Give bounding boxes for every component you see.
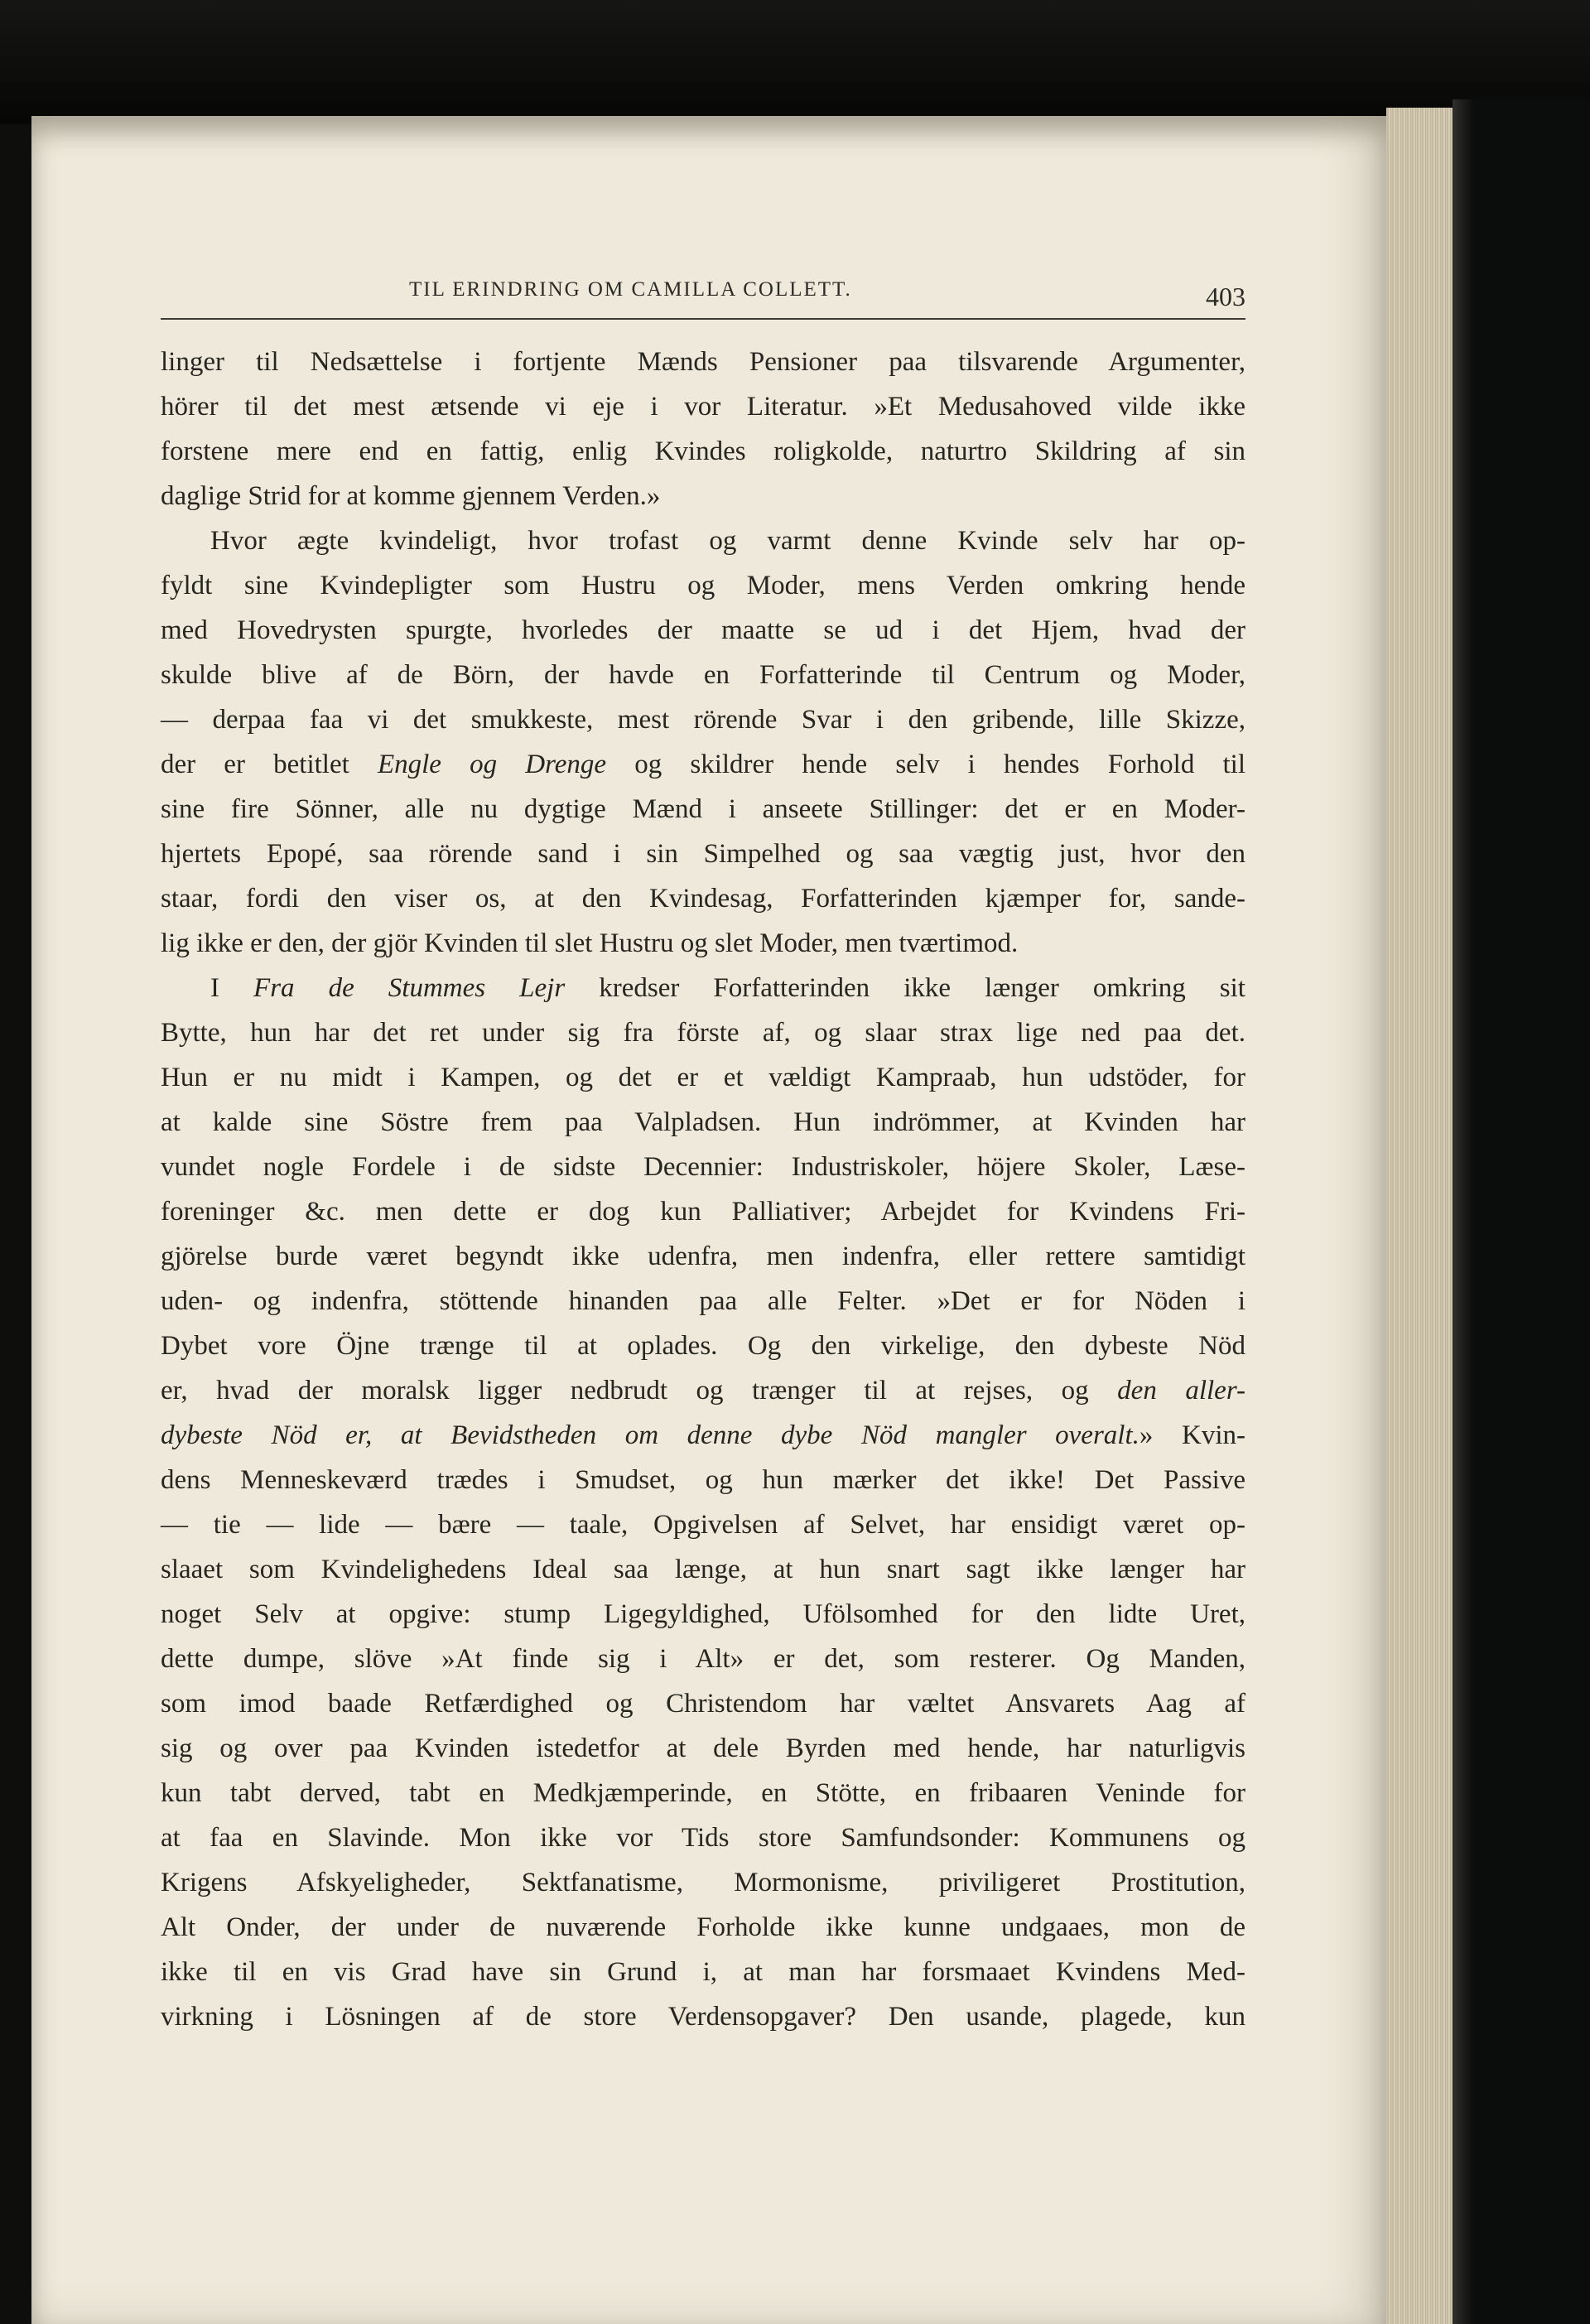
text-line: Krigens Afskyeligheder, Sektfanatisme, Mormonisme, priviligeret Prostitution, — [161, 1868, 1246, 1897]
text-line: staar, fordi den viser os, at den Kvindesag, Forfatterinden kjæmper for, sande- — [161, 884, 1246, 914]
italic-title: den aller- — [1117, 1376, 1246, 1405]
text-line: dybeste Nöd er, at Bevidstheden om denne dybe Nöd mangler overalt.» Kvin- — [161, 1420, 1246, 1450]
text-line: som imod baade Retfærdighed og Christendom har væltet Ansvarets Aag af — [161, 1689, 1246, 1719]
italic-title: Engle og Drenge — [377, 750, 607, 779]
text-line: slaaet som Kvindelighedens Ideal saa længe, at hun snart sagt ikke længer har — [161, 1555, 1246, 1584]
text-line: — tie — lide — bære — taale, Opgivelsen af Selvet, har ensidigt været op- — [161, 1510, 1246, 1540]
italic-title: Fra de Stummes Lejr — [253, 973, 566, 1003]
text-line: dette dumpe, slöve »At finde sig i Alt» er det, som resterer. Og Manden, — [161, 1644, 1246, 1674]
body-text — [161, 340, 1246, 2039]
text-line: Alt Onder, der under de nuværende Forholde ikke kunne undgaaes, mon de — [161, 1912, 1246, 1942]
text-line: Hvor ægte kvindeligt, hvor trofast og varmt denne Kvinde selv har op- — [210, 526, 1246, 556]
text-line: at kalde sine Söstre frem paa Valpladsen. Hun indrömmer, at Kvinden har — [161, 1107, 1246, 1137]
text-line: noget Selv at opgive: stump Ligegyldighed, Ufölsomhed for den lidte Uret, — [161, 1599, 1246, 1629]
text-line: gjörelse burde været begyndt ikke udenfra, men indenfra, eller rettere samtidigt — [161, 1242, 1246, 1271]
text-line: daglige Strid for at komme gjennem Verden.» — [161, 481, 661, 511]
text-line: med Hovedrysten spurgte, hvorledes der maatte se ud i det Hjem, hvad der — [161, 615, 1246, 645]
italic-title: dybeste Nöd er, at Bevidstheden om denne dybe Nöd mangler overalt. — [161, 1420, 1140, 1450]
text-line: linger til Nedsættelse i fortjente Mænds Pensioner paa tilsvarende Argumenter, — [161, 347, 1246, 377]
text-line: foreninger &c. men dette er dog kun Palliativer; Arbejdet for Kvindens Fri- — [161, 1197, 1246, 1227]
text-line: kun tabt derved, tabt en Medkjæmperinde, en Stötte, en fribaaren Veninde for — [161, 1778, 1246, 1808]
text-line: der er betitlet Engle og Drenge og skildrer hende selv i hendes Forhold til — [161, 750, 1246, 779]
text-line: fyldt sine Kvindepligter som Hustru og Moder, mens Verden omkring hende — [161, 571, 1246, 600]
text-line: — derpaa faa vi det smukkeste, mest rörende Svar i den gribende, lille Skizze, — [161, 705, 1246, 735]
running-head — [161, 277, 1246, 320]
running-head-title: TIL ERINDRING OM CAMILLA COLLETT. — [409, 278, 852, 301]
cover-edge — [1453, 99, 1474, 2324]
text-line: vundet nogle Fordele i de sidste Decennier: Industriskoler, höjere Skoler, Læse- — [161, 1152, 1246, 1182]
text-line: skulde blive af de Börn, der havde en Forfatterinde til Centrum og Moder, — [161, 660, 1246, 690]
text-line: er, hvad der moralsk ligger nedbrudt og trænger til at rejses, og den aller- — [161, 1376, 1246, 1405]
scan-background — [0, 0, 1590, 124]
text-line: lig ikke er den, der gjör Kvinden til slet Hustru og slet Moder, men tværtimod. — [161, 928, 1019, 958]
text-line: Hun er nu midt i Kampen, og det er et vældigt Kampraab, hun udstöder, for — [161, 1063, 1246, 1092]
text-line: virkning i Lösningen af de store Verdensopgaver? Den usande, plagede, kun — [161, 2002, 1246, 2032]
text-line: at faa en Slavinde. Mon ikke vor Tids store Samfundsonder: Kommunens og — [161, 1823, 1246, 1853]
text-line: dens Menneskeværd trædes i Smudset, og hun mærker det ikke! Det Passive — [161, 1465, 1246, 1495]
text-line: Dybet vore Öjne trænge til at oplades. Og den virkelige, den dybeste Nöd — [161, 1331, 1246, 1361]
text-line: hjertets Epopé, saa rörende sand i sin Simpelhed og saa vægtig just, hvor den — [161, 839, 1246, 869]
text-line: forstene mere end en fattig, enlig Kvindes roligkolde, naturtro Skildring af sin — [161, 436, 1246, 466]
text-line: ikke til en vis Grad have sin Grund i, at man har forsmaaet Kvindens Med- — [161, 1957, 1246, 1987]
page-edges — [1386, 108, 1453, 2324]
text-line: I Fra de Stummes Lejr kredser Forfatterinden ikke længer omkring sit — [210, 973, 1246, 1003]
text-line: Bytte, hun har det ret under sig fra förste af, og slaar strax lige ned paa det. — [161, 1018, 1246, 1048]
text-line: sine fire Sönner, alle nu dygtige Mænd i anseete Stillinger: det er en Moder- — [161, 794, 1246, 824]
text-line: sig og over paa Kvinden istedetfor at dele Byrden med hende, har naturligvis — [161, 1733, 1246, 1763]
text-line: uden- og indenfra, stöttende hinanden paa alle Felter. »Det er for Nöden i — [161, 1286, 1246, 1316]
page-number: 403 — [1206, 282, 1246, 311]
text-line: hörer til det mest ætsende vi eje i vor Literatur. »Et Medusahoved vilde ikke — [161, 392, 1246, 422]
